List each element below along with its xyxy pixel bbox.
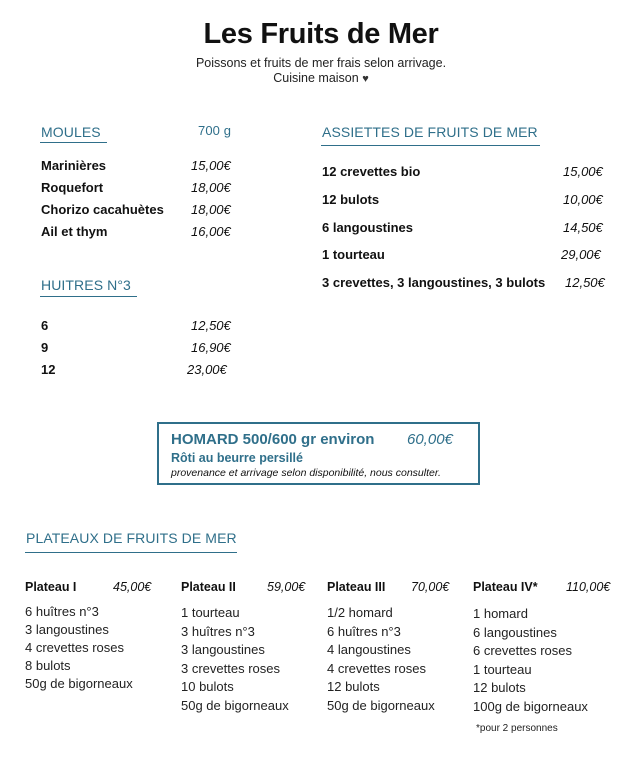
plateau-item: 10 bulots — [181, 679, 234, 694]
homard-box — [157, 422, 480, 485]
menu-item — [41, 180, 231, 195]
plateau-item: 8 bulots — [25, 658, 71, 673]
menu-item-price: 10,00€ — [563, 192, 603, 207]
menu-item — [41, 362, 227, 377]
homard-title: HOMARD 500/600 gr environ — [171, 431, 375, 448]
plateau-price: 70,00€ — [411, 580, 450, 594]
menu-item-price: 12,50€ — [565, 275, 605, 290]
moules-section-title: MOULES — [41, 124, 101, 140]
plateau-name: Plateau I — [25, 580, 77, 594]
menu-item — [322, 192, 603, 207]
menu-item-price: 15,00€ — [563, 164, 603, 179]
plateau-name: Plateau II — [181, 580, 236, 594]
plateau-item: 3 langoustines — [181, 642, 265, 657]
plateau-price: 59,00€ — [267, 580, 306, 594]
homard-note: provenance et arrivage selon disponibilité, nous consulter. — [171, 467, 441, 479]
plateau-price: 45,00€ — [113, 580, 152, 594]
menu-item-price: 23,00€ — [187, 362, 227, 377]
menu-item-name: Chorizo cacahuètes — [41, 202, 164, 217]
plateau-item: 6 crevettes roses — [473, 643, 572, 658]
menu-item-name: Ail et thym — [41, 224, 108, 239]
homard-subtitle: Rôti au beurre persillé — [171, 451, 303, 465]
plateau-item: 6 huîtres n°3 — [327, 624, 401, 639]
menu-item-name: 12 — [41, 362, 56, 377]
menu-item — [322, 275, 605, 290]
menu-item — [322, 164, 603, 179]
menu-item — [41, 158, 231, 173]
plateau-name: Plateau III — [327, 580, 386, 594]
moules-weight: 700 g — [198, 123, 232, 138]
menu-item-price: 15,00€ — [191, 158, 231, 173]
homard-price: 60,00€ — [407, 431, 453, 448]
huitres-section-title: HUITRES N°3 — [41, 277, 131, 293]
plateau-item: 50g de bigorneaux — [181, 698, 289, 713]
menu-item — [41, 202, 231, 217]
plateau-item: 1 tourteau — [181, 605, 240, 620]
plateau-item: 6 langoustines — [473, 625, 557, 640]
plateau-header — [181, 580, 306, 594]
menu-item-name: 12 crevettes bio — [322, 164, 421, 179]
subtitle-line-2 — [0, 71, 642, 85]
huitres-underline — [40, 296, 137, 297]
plateau-header — [473, 580, 611, 594]
menu-item — [322, 220, 603, 235]
plateau-item: 3 langoustines — [25, 622, 109, 637]
menu-item — [322, 247, 601, 262]
menu-item — [41, 224, 231, 239]
plateau-item: 1 homard — [473, 606, 528, 621]
menu-item-name: 1 tourteau — [322, 247, 385, 262]
plateau-item: 12 bulots — [473, 680, 526, 695]
subtitle-text: Cuisine maison — [273, 71, 359, 85]
menu-item-name: Marinières — [41, 158, 107, 173]
plateau-item: 50g de bigorneaux — [25, 676, 133, 691]
plateaux-section-title: PLATEAUX DE FRUITS DE MER — [26, 530, 237, 546]
menu-item — [41, 340, 231, 355]
plateau-item: 4 langoustines — [327, 642, 411, 657]
menu-item-name: 3 crevettes, 3 langoustines, 3 bulots — [322, 275, 546, 290]
plateau-price: 110,00€ — [566, 580, 611, 594]
plateau-item: 4 crevettes roses — [25, 640, 124, 655]
assiettes-section-title: ASSIETTES DE FRUITS DE MER — [322, 124, 538, 140]
plateau-item: 100g de bigorneaux — [473, 699, 588, 714]
menu-item-name: Roquefort — [41, 180, 104, 195]
plateau-item: 6 huîtres n°3 — [25, 604, 99, 619]
menu-item-price: 18,00€ — [191, 202, 231, 217]
menu-item-name: 6 — [41, 318, 49, 333]
plateaux-underline — [25, 552, 237, 553]
plateau-footnote: *pour 2 personnes — [476, 723, 558, 734]
plateau-item: 50g de bigorneaux — [327, 698, 435, 713]
heart-icon: ♥ — [362, 73, 369, 85]
page-title: Les Fruits de Mer — [203, 18, 439, 50]
plateau-header — [327, 580, 450, 594]
menu-item-price: 16,90€ — [191, 340, 231, 355]
moules-underline — [40, 142, 107, 143]
menu-item-name: 12 bulots — [322, 192, 380, 207]
plateau-item: 1/2 homard — [327, 605, 393, 620]
menu-item-price: 29,00€ — [561, 247, 601, 262]
menu-item-price: 18,00€ — [191, 180, 231, 195]
menu-item-price: 16,00€ — [191, 224, 231, 239]
assiettes-underline — [321, 145, 540, 146]
menu-item — [41, 318, 231, 333]
plateau-name: Plateau IV* — [473, 580, 538, 594]
menu-item-name: 6 langoustines — [322, 220, 414, 235]
plateau-item: 12 bulots — [327, 679, 380, 694]
plateau-item: 3 crevettes roses — [181, 661, 280, 676]
menu-item-price: 12,50€ — [191, 318, 231, 333]
plateau-header — [25, 580, 152, 594]
menu-item-price: 14,50€ — [563, 220, 603, 235]
menu-item-name: 9 — [41, 340, 49, 355]
plateau-item: 4 crevettes roses — [327, 661, 426, 676]
plateau-item: 1 tourteau — [473, 662, 532, 677]
subtitle-line-1: Poissons et fruits de mer frais selon arrivage. — [195, 56, 447, 70]
plateau-item: 3 huîtres n°3 — [181, 624, 255, 639]
